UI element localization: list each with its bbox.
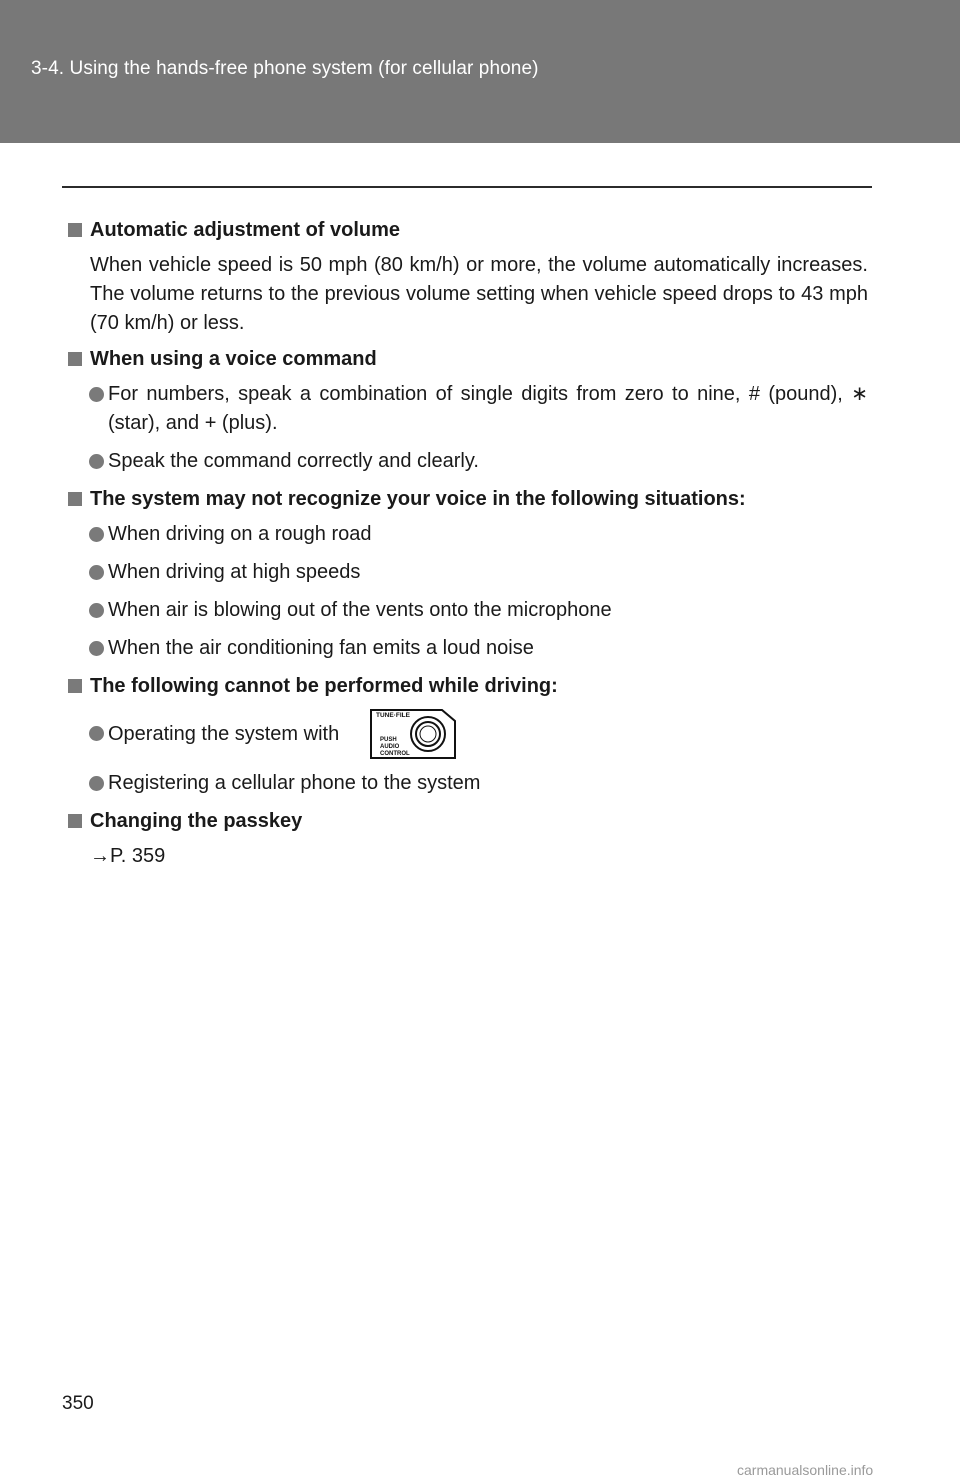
square-bullet-icon: [68, 223, 82, 237]
heading-automatic-volume: Automatic adjustment of volume: [68, 216, 868, 244]
circle-bullet-icon: [89, 565, 104, 580]
circle-bullet-icon: [89, 726, 104, 741]
list-item: When driving at high speeds: [68, 558, 868, 587]
circle-bullet-icon: [89, 387, 104, 402]
heading-passkey: Changing the passkey: [68, 807, 868, 835]
list-item: When driving on a rough road: [68, 520, 868, 549]
list-item: For numbers, speak a combination of single digits from zero to nine, # (pound), ∗ (star), and + (plus).: [68, 380, 868, 438]
list-item: When air is blowing out of the vents onto the microphone: [68, 596, 868, 625]
circle-bullet-icon: [89, 454, 104, 469]
list-item: Registering a cellular phone to the system: [68, 769, 868, 798]
paragraph-volume: When vehicle speed is 50 mph (80 km/h) or more, the volume automatically increases. The volume returns to the previous volume setting when vehicle speed drops to 43 mph (70 km/h) or less.: [90, 254, 868, 334]
list-item: Operating the system with TUNE·FILE PUSH AUDIO CONTROL: [68, 707, 868, 761]
list-item: When the air conditioning fan emits a loud noise: [68, 634, 868, 663]
tune-file-knob-icon: [357, 708, 457, 760]
heading-recognition: The system may not recognize your voice in the following situations:: [68, 485, 868, 513]
circle-bullet-icon: [89, 603, 104, 618]
list-item: Speak the command correctly and clearly.: [68, 447, 868, 476]
section-title: 3-4. Using the hands-free phone system (for cellular phone): [31, 58, 539, 79]
watermark: carmanualsonline.info: [737, 1462, 874, 1478]
circle-bullet-icon: [89, 527, 104, 542]
heading-voice-command: When using a voice command: [68, 345, 868, 373]
knob-label-push: PUSH: [380, 737, 397, 743]
square-bullet-icon: [68, 352, 82, 366]
circle-bullet-icon: [89, 776, 104, 791]
content: [68, 216, 868, 881]
page-reference-link[interactable]: →P. 359: [90, 845, 166, 867]
page-header: [0, 0, 960, 143]
heading-driving-restrictions: The following cannot be performed while driving:: [68, 672, 868, 700]
square-bullet-icon: [68, 679, 82, 693]
knob-label-top: TUNE·FILE: [376, 712, 411, 719]
knob-label-audio: AUDIO: [380, 744, 400, 750]
circle-bullet-icon: [89, 641, 104, 656]
header-rule: [62, 186, 872, 188]
page-number: 350: [62, 1393, 94, 1414]
square-bullet-icon: [68, 814, 82, 828]
square-bullet-icon: [68, 492, 82, 506]
knob-label-control: CONTROL: [380, 751, 410, 757]
